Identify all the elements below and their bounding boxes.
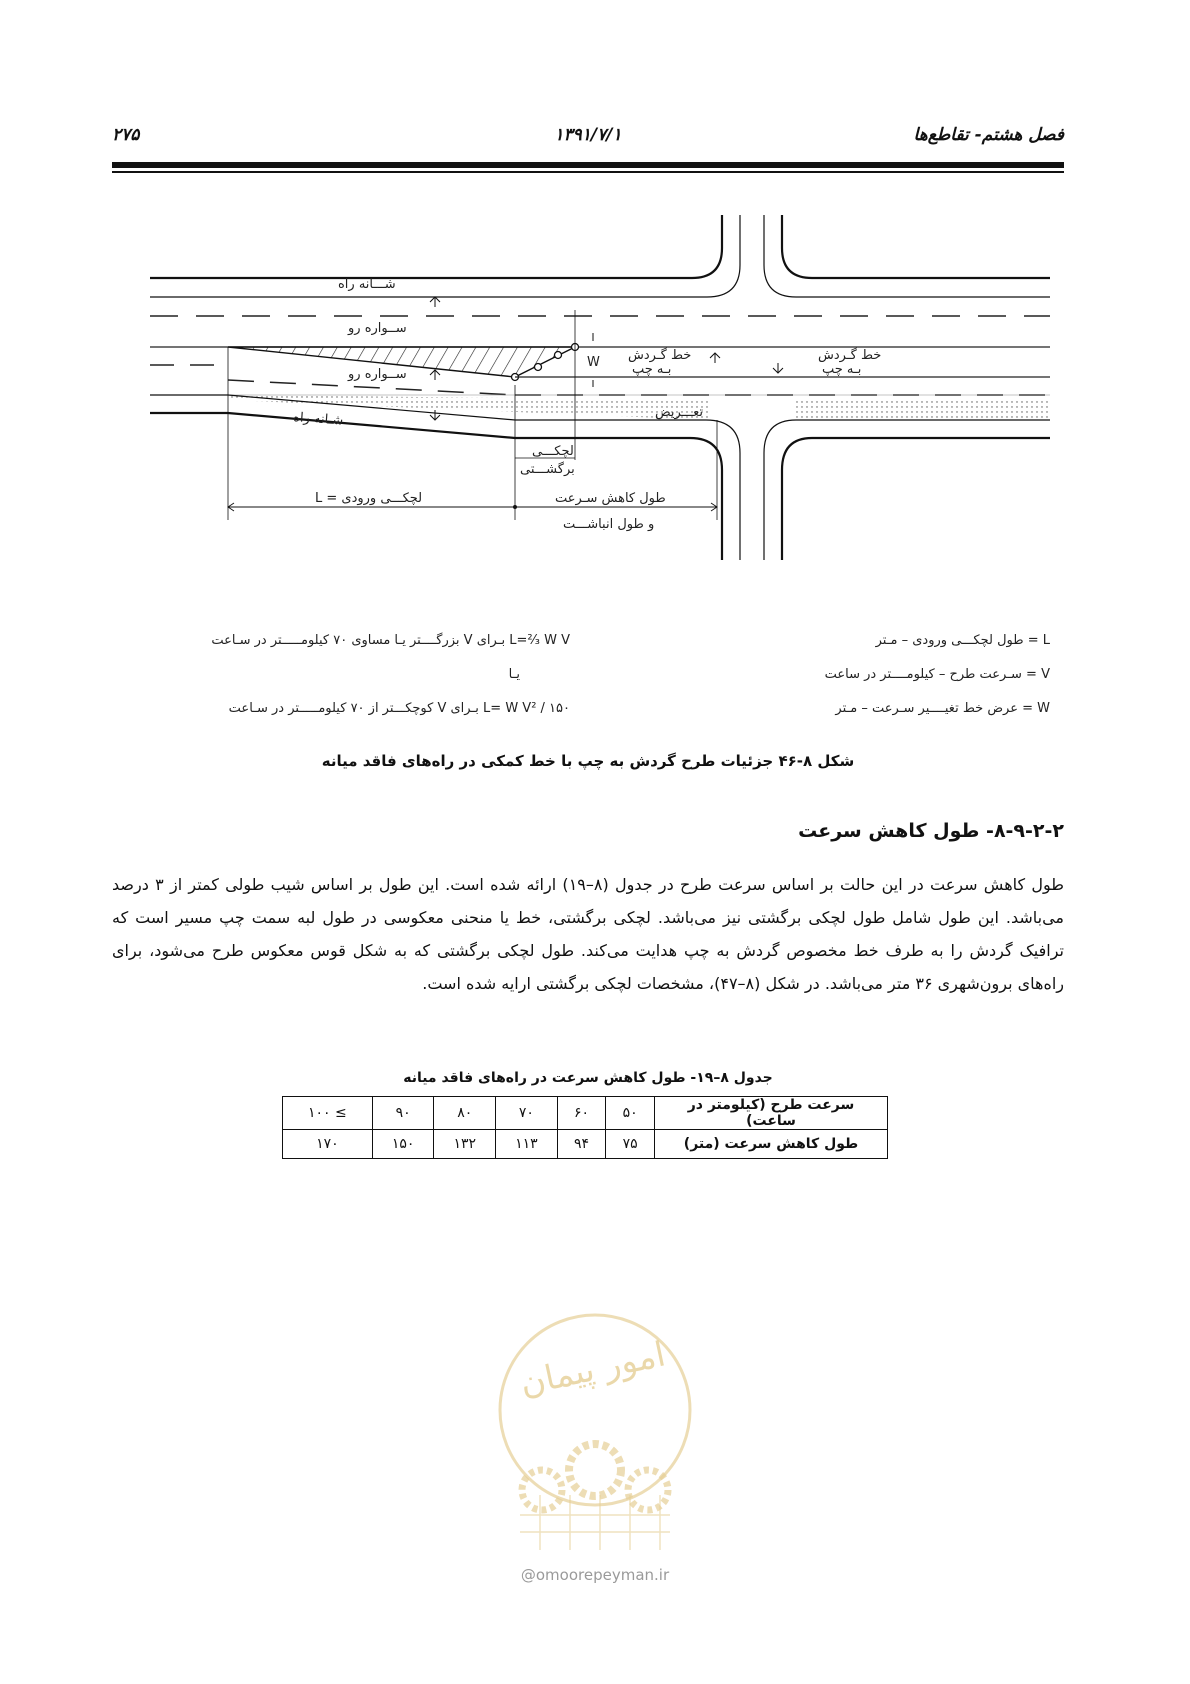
formula-2: [150, 692, 570, 726]
label-entry-taper: L = لچكـــی ورودی: [315, 491, 423, 506]
watermark-seal-icon: [480, 1300, 710, 1590]
legend-formulas: [150, 624, 570, 726]
top-road-edge: [150, 215, 722, 278]
label-lane-top: ســواره رو: [348, 321, 407, 336]
header-rule-thin: [112, 171, 1064, 173]
deceleration-length-table: [282, 1096, 888, 1159]
section-heading: ۸-۹-۲-۲- طول كاهش سرعت: [798, 820, 1064, 842]
watermark-logo: [480, 1300, 710, 1590]
label-shoulder-bottom: شـانه راه: [292, 410, 344, 429]
table-row-head-speed: سرعت طرح (كيلومتر در ساعت): [655, 1097, 888, 1130]
bottom-road-edge: [150, 413, 722, 560]
label-reverse-taper-a: لچكـــی: [532, 444, 574, 459]
table-cell: ۹۴: [557, 1130, 606, 1159]
page-header: [112, 125, 1064, 165]
label-left-turn-1a: خط گـردش: [628, 348, 692, 363]
figure-legend: [150, 624, 1050, 734]
body-paragraph: طول كاهش سرعت در اين حالت بر اساس سرعت طرح در جدول (۸–۱۹) ارائه شده است. اين طول بر اساس شيب طولی كمتر از ۳ درصد می‌باشد. اين طول شامل طول لچكی برگشتی نيز می‌باشد. لچكی برگشتی، خط يا منحنی معكوسی در طول لبه سمت چپ مسير است كه ترافيک گردش را به طرف خط مخصوص گردش به چپ هدايت می‌كند. طول لچكی برگشتی كه به شكل قوس معكوس طرح می‌شود، برای راه‌های برون‌شهری ۳۶ متر می‌باشد. در شكل (۸–۴۷)، مشخصات لچكی برگشتی ارايه شده است.: [112, 875, 1065, 993]
formula-1-expr: L=²⁄₃ W V: [509, 633, 570, 648]
formula-1: [150, 624, 570, 658]
top-shoulder-edge-right: [764, 215, 1050, 297]
header-rule-thick: [112, 162, 1064, 168]
table-row: [283, 1130, 888, 1159]
top-road-edge-right: [782, 215, 1050, 278]
label-lane-mid: ســواره رو: [348, 367, 407, 382]
table-caption: جدول ۸–۱۹- طول كاهش سرعت در راه‌های فاقد ميانه: [403, 1070, 773, 1086]
formula-1-cond: بـرای V بزرگــــتر يـا مساوی ۷۰ كيلومـــــتر در سـاعت: [211, 633, 506, 648]
page-number: ۲۷۵: [112, 125, 140, 145]
table-row: [283, 1097, 888, 1130]
bottom-shoulder-edge: [150, 395, 740, 560]
table-cell: ۶۰: [557, 1097, 606, 1130]
label-left-turn-2a: خط گـردش: [818, 348, 882, 363]
table-cell: ۱۵۰: [372, 1130, 434, 1159]
figure-caption: شكل ۸-۴۶ جزئيات طرح گردش به چپ با خط كمكی در راه‌های فاقد ميانه: [321, 752, 855, 770]
label-shoulder-top: شـــانه راه: [338, 277, 396, 292]
table-cell: ۱۷۰: [283, 1130, 373, 1159]
formula-2-expr: L= W V² / ۱۵۰: [483, 701, 570, 716]
header-date: ۱۳۹۱/۷/۱: [554, 125, 622, 145]
table-cell: ۷۵: [606, 1130, 655, 1159]
watermark-text: امور پيمان: [516, 1334, 669, 1405]
legend-definitions: [825, 624, 1050, 726]
label-left-turn-2b: بـه چپ: [822, 362, 862, 377]
label-left-turn-1b: بـه چپ: [632, 362, 672, 377]
table-cell: ۱۱۳: [496, 1130, 558, 1159]
top-shoulder-edge: [150, 215, 740, 297]
road-diagram: [150, 215, 1050, 605]
formula-or: يـا: [508, 667, 520, 682]
label-widening: تعـــريض: [655, 405, 704, 420]
left-turn-lane-figure: [150, 215, 1050, 605]
formula-2-cond: بـرای V كوچكـــتر از ۷۰ كيلومـــــتر در سـاعت: [228, 701, 479, 716]
table-cell: ۸۰: [434, 1097, 496, 1130]
legend-V: V = سـرعت طرح – كيلومــــتر در ساعت: [824, 667, 1050, 682]
table-cell: ۱۳۲: [434, 1130, 496, 1159]
legend-L: L = طول لچكـــی ورودی – مـتر: [875, 633, 1050, 648]
label-decel-a: طول كاهش سـرعت: [555, 491, 666, 506]
label-width-w: W: [587, 355, 600, 370]
table-cell: ≥ ۱۰۰: [283, 1097, 373, 1130]
legend-W: W = عرض خط تغيــــير سـرعت – مـتر: [835, 701, 1050, 716]
table-cell: ۷۰: [496, 1097, 558, 1130]
label-reverse-taper-b: برگشـــتی: [520, 462, 575, 477]
watermark-url: @omoorepeyman.ir: [520, 1566, 670, 1584]
table-row-head-length: طول كاهش سرعت (متر): [655, 1130, 888, 1159]
chapter-title: فصل هشتم- تقاطع‌ها: [913, 125, 1064, 145]
table-cell: ۹۰: [372, 1097, 434, 1130]
label-decel-b: و طول انباشـــت: [563, 517, 655, 532]
table-cell: ۵۰: [606, 1097, 655, 1130]
